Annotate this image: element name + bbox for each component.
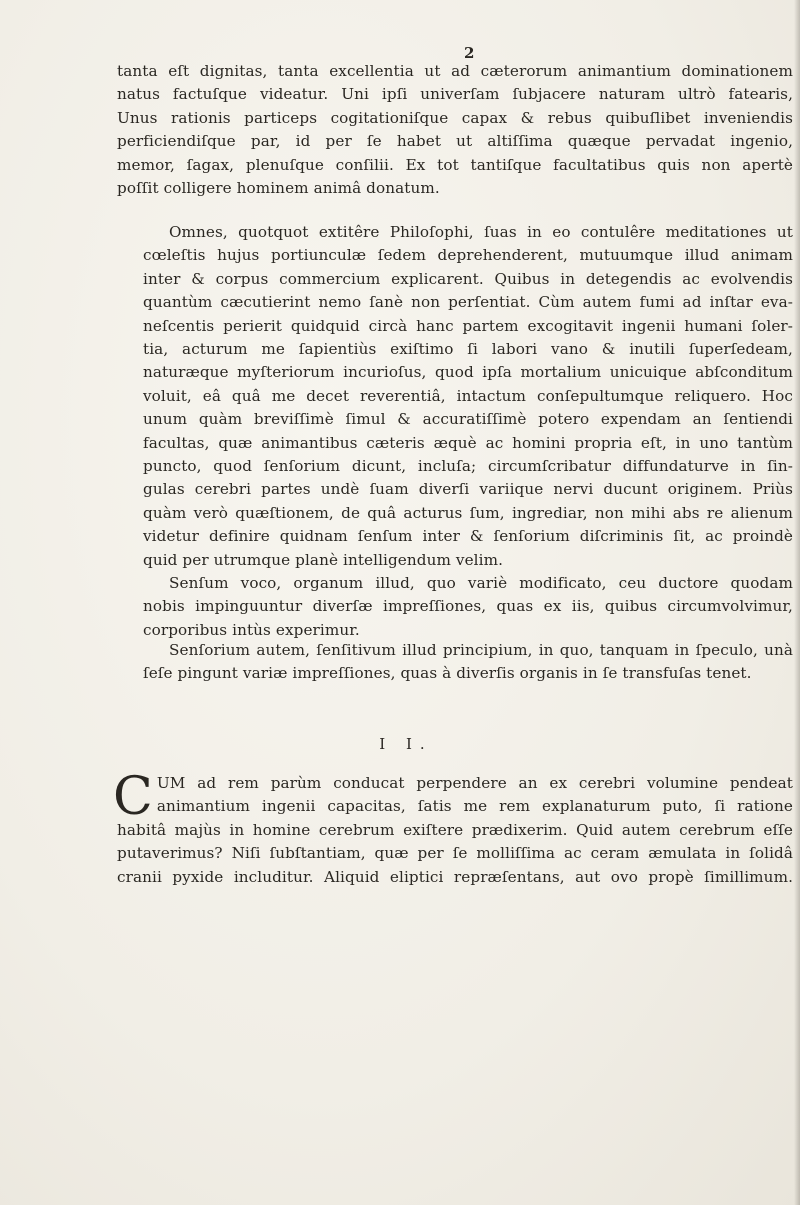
paragraph-3 bbox=[117, 572, 793, 642]
text-line: poſſit colligere hominem animâ donatum. bbox=[117, 179, 440, 198]
text-line: videtur definire quidnam ſenſum inter & ſenſorium diſcriminis ſit, ac proindè bbox=[143, 527, 793, 546]
text-line: tia, acturum me ſapientiùs exiſtimo ſi labori vano & inutili ſuperſedeam, bbox=[143, 340, 793, 359]
text-line: quantùm cæcutierint nemo ſanè non perſentiat. Cùm autem fumi ad inſtar eva- bbox=[143, 293, 793, 312]
drop-cap: C bbox=[113, 767, 153, 827]
text-line: facultas, quæ animantibus cæteris æquè ac homini propria eſt, in uno tantùm bbox=[143, 433, 793, 452]
text-line: putaverimus? Niſi ſubſtantiam, quæ per ſe molliſſima ac ceram æmulata in ſolidâ bbox=[117, 844, 793, 863]
paragraph-2 bbox=[117, 221, 793, 572]
text-line: puncto, quod ſenſorium dicunt, incluſa; circumſcribatur diffundaturve in ſin- bbox=[143, 457, 793, 476]
text-line: habitâ majùs in homine cerebrum exiſtere prædixerim. Quid autem cerebrum eſſe bbox=[117, 820, 793, 839]
paragraph-1 bbox=[117, 60, 793, 200]
text-line: inter & corpus commercium explicarent. Quibus in detegendis ac evolvendis bbox=[143, 269, 793, 288]
paragraph-5 bbox=[113, 767, 793, 889]
text-line: voluit, eâ quâ me decet reverentiâ, intactum conſepultumque reliquero. Hoc bbox=[143, 386, 793, 405]
text-line: unum quàm breviſſimè ſimul & accuratiſſimè potero expendam an ſentiendi bbox=[143, 410, 793, 429]
text-line: neſcentis perierit quidquid circà hanc partem excogitavit ingenii humani ſoler- bbox=[143, 316, 793, 335]
section-heading: I I. bbox=[379, 735, 433, 753]
text-line: Senſum voco, organum illud, quo variè modificato, ceu ductore quodam bbox=[169, 574, 793, 592]
text-line: Senſorium autem, ſenſitivum illud principium, in quo, tanquam in ſpeculo, unà bbox=[169, 641, 793, 659]
page-edge-shadow bbox=[794, 0, 800, 1205]
text-line: memor, ſagax, plenuſque conſilii. Ex tot tantiſque facultatibus quis non apertè bbox=[117, 155, 793, 174]
text-line: ſeſe pingunt variæ impreſſiones, quas à diverſis organis in ſe transfuſas tenet. bbox=[143, 664, 752, 683]
text-line: cœleſtis hujus portiunculæ ſedem deprehenderent, mutuumque illud animam bbox=[143, 246, 793, 265]
text-line: Omnes, quotquot extitêre Philoſophi, ſuas in eo contulêre meditationes ut bbox=[169, 223, 793, 241]
text-line: natus factuſque videatur. Uni ipſi univerſam ſubjacere naturam ultrò fatearis, bbox=[117, 85, 793, 104]
text-line: animantium ingenii capacitas, ſatis me rem explanaturum puto, ſi ratione bbox=[156, 797, 793, 816]
text-line: perficiendiſque par, id per ſe habet ut altiſſima quæque pervadat ingenio, bbox=[117, 132, 793, 151]
text-line: quàm verò quæſtionem, de quâ acturus ſum, ingrediar, non mihi abs re alienum bbox=[143, 503, 793, 522]
text-line: corporibus intùs experimur. bbox=[143, 620, 360, 639]
text-line: naturæque myſteriorum incurioſus, quod ipſa mortalium unicuique abſconditum bbox=[143, 363, 793, 382]
page-number: 2 bbox=[464, 44, 475, 62]
text-line: Unus rationis particeps cogitationiſque capax & rebus quibuſlibet inveniendis bbox=[117, 108, 793, 127]
text-line: nobis impinguuntur diverſæ impreſſiones, quas ex iis, quibus circumvolvimur, bbox=[143, 597, 793, 616]
text-line: cranii pyxide includitur. Aliquid eliptici repræſentans, aut ovo propè ſimillimum. bbox=[117, 867, 793, 886]
text-line: quid per utrumque planè intelligendum velim. bbox=[143, 550, 504, 569]
text-line: gulas cerebri partes undè ſuam diverſi variique nervi ducunt originem. Priùs bbox=[143, 480, 793, 499]
text-line: UM ad rem parùm conducat perpendere an ex cerebri volumine pendeat bbox=[156, 774, 793, 792]
text-line: tanta eſt dignitas, tanta excellentia ut ad cæterorum animantium dominationem bbox=[117, 62, 793, 80]
paragraph-4 bbox=[117, 639, 793, 686]
